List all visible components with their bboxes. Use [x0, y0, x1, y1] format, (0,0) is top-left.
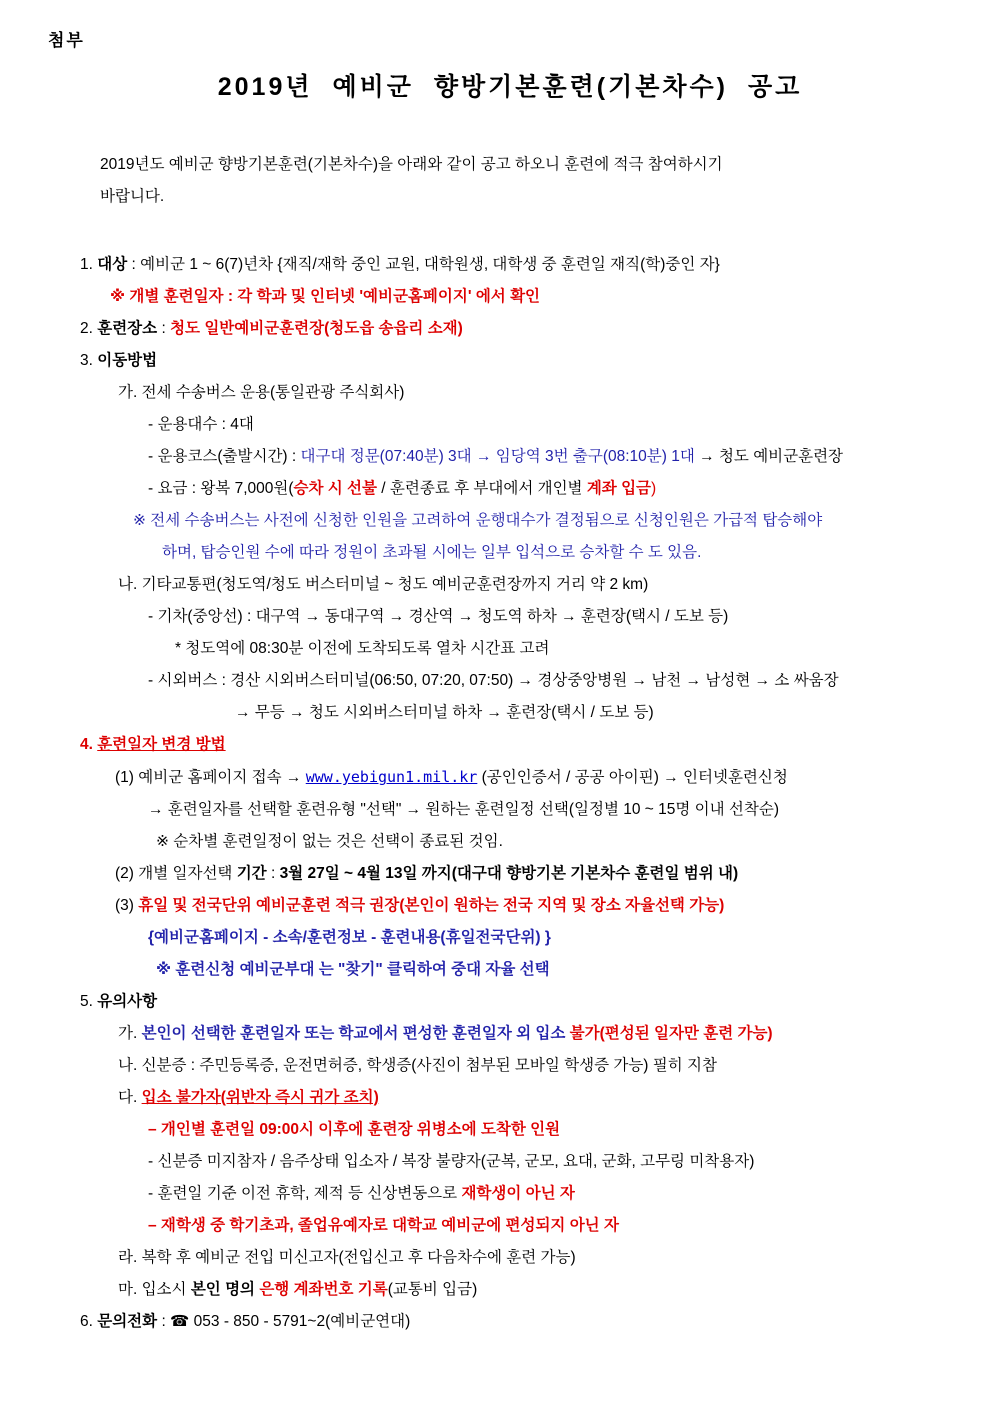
doc-line: [133, 505, 972, 537]
doc-line: [115, 890, 972, 922]
text-segment: 다.: [118, 1089, 142, 1106]
text-segment: :: [266, 865, 280, 882]
text-segment: → 무등 → 청도 시외버스터미널 하차 → 훈련장(택시 / 도보 등): [235, 704, 654, 721]
text-segment: 나. 신분증 : 주민등록증, 운전면허증, 학생증(사진이 첨부된 모바일 학생증 가능) 필히 지참: [118, 1057, 717, 1074]
doc-line: [148, 1146, 972, 1178]
text-segment: 5.: [80, 993, 98, 1010]
text-segment: (교통비 입금): [387, 1281, 478, 1298]
text-segment: 이동방법: [97, 352, 158, 369]
text-segment: (1) 예비군 홈페이지 접속 →: [115, 769, 306, 786]
text-segment: 문의전화: [97, 1313, 158, 1330]
text-segment: 불가(편성된 일자만 훈련 가능): [569, 1025, 773, 1042]
page-title: 2019년 예비군 향방기본훈련(기본차수) 공고: [217, 73, 803, 101]
doc-line: [148, 409, 972, 441]
doc-line: [148, 601, 972, 633]
text-segment: 대구대 정문(07:40분) 3대 → 임당역 3번 출구(08:10분) 1대: [300, 448, 695, 465]
doc-line: [118, 1274, 972, 1306]
text-segment: 승차 시 선불: [293, 480, 377, 497]
text-segment: 라. 복학 후 예비군 전입 미신고자(전입신고 후 다음차수에 훈련 가능): [118, 1249, 576, 1266]
doc-line: [148, 473, 972, 505]
doc-line: [148, 665, 972, 697]
doc-line: [115, 858, 972, 890]
text-segment: {예비군홈페이지 - 소속/훈련정보 - 훈련내용(휴일전국단위) }: [148, 929, 551, 946]
yebigun-homepage-link[interactable]: www.yebigun1.mil.kr: [305, 768, 478, 786]
doc-line: [118, 377, 972, 409]
text-segment: 3.: [80, 352, 98, 369]
text-segment: 훈련장소: [97, 320, 158, 337]
doc-line: [162, 537, 972, 569]
doc-line: [148, 1178, 972, 1210]
text-segment: 3월 27일 ~ 4월 13일 까지(대구대 향방기본 기본차수 훈련일 범위 내): [279, 865, 739, 882]
text-segment: 청도 일반예비군훈련장(청도읍 송읍리 소재): [170, 320, 463, 337]
doc-line: [80, 249, 972, 281]
text-segment: - 시외버스 : 경산 시외버스터미널(06:50, 07:20, 07:50) → 경상중앙병원 → 남천 → 남성현 → 소 싸움장: [148, 672, 839, 689]
text-segment: 재학생이 아닌 자: [461, 1185, 575, 1202]
doc-line: [118, 569, 972, 601]
doc-line: [118, 1018, 972, 1050]
doc-line: [110, 281, 972, 313]
text-segment: 훈련일자 변경 방법: [97, 736, 226, 753]
doc-line: [148, 441, 972, 473]
text-segment: ※ 순차별 훈련일정이 없는 것은 선택이 종료된 것임.: [156, 833, 503, 850]
doc-line: [118, 1050, 972, 1082]
text-segment: - 운용코스(출발시간) :: [148, 448, 301, 465]
text-segment: - 요금 : 왕복 7,000원(: [148, 480, 294, 497]
text-segment: → 훈련일자를 선택할 훈련유형 "선택" → 원하는 훈련일정 선택(일정별 10 ~ 15명 이내 선착순): [148, 801, 779, 818]
text-segment: 하며, 탑승인원 수에 따라 정원이 초과될 시에는 일부 입석으로 승차할 수 도 있음.: [162, 544, 702, 561]
text-segment: - 운용대수 : 4대: [148, 416, 254, 433]
text-segment: (2) 개별 일자선택: [115, 865, 237, 882]
doc-line: [148, 1210, 972, 1242]
doc-line: [80, 313, 972, 345]
doc-line: [156, 954, 972, 986]
doc-line: [115, 761, 972, 794]
doc-line: [80, 986, 972, 1018]
doc-line: [80, 729, 972, 761]
attachment-label: 첨부: [48, 31, 85, 50]
document-body: [48, 249, 972, 1338]
doc-line: [175, 633, 972, 665]
text-segment: 본인 명의: [190, 1281, 256, 1298]
text-segment: – 재학생 중 학기초과, 졸업유예자로 대학교 예비군에 편성되지 아닌 자: [148, 1217, 619, 1234]
doc-line: [80, 1306, 972, 1338]
text-segment: (3): [115, 897, 139, 914]
text-segment: 마. 입소시: [118, 1281, 191, 1298]
text-segment: 휴일 및 전국단위 예비군훈련 적극 권장(본인이 원하는 전국 지역 및 장소 자율선택 가능): [138, 897, 725, 914]
doc-line: [235, 697, 972, 729]
text-segment: ): [651, 480, 657, 497]
text-segment: 가.: [118, 1025, 142, 1042]
doc-line: [156, 826, 972, 858]
text-segment: 4.: [80, 736, 98, 753]
text-segment: - 신분증 미지참자 / 음주상태 입소자 / 복장 불량자(군복, 군모, 요대, 군화, 고무링 미착용자): [148, 1153, 755, 1170]
text-segment: :: [157, 320, 171, 337]
text-segment: 기간: [236, 865, 267, 882]
text-segment: (공인인증서 / 공공 아이핀) → 인터넷훈련신청: [477, 769, 788, 786]
text-segment: * 청도역에 08:30분 이전에 도착되도록 열차 시간표 고려: [175, 640, 550, 657]
text-segment: / 훈련종료 후 부대에서 개인별: [377, 480, 587, 497]
text-segment: : 예비군 1 ~ 6(7)년차 {재직/재학 중인 교원, 대학원생, 대학생 중 훈련일 재직(학)중인 자}: [127, 256, 720, 273]
text-segment: 6.: [80, 1313, 98, 1330]
intro-line: 2019년도 예비군 향방기본훈련(기본차수)을 아래와 같이 공고 하오니 훈련에 적극 참여하시기: [100, 156, 723, 173]
doc-line: [118, 1082, 972, 1114]
intro-line: 바랍니다.: [100, 188, 165, 205]
text-segment: 계좌 입금: [586, 480, 652, 497]
text-segment: 2.: [80, 320, 98, 337]
text-segment: 본인이 선택한 훈련일자 또는 학교에서 편성한 훈련일자 외 입소: [141, 1025, 570, 1042]
text-segment: 입소 불가자(위반자 즉시 귀가 조치): [141, 1089, 379, 1106]
text-segment: 가. 전세 수송버스 운용(통일관광 주식회사): [118, 384, 405, 401]
doc-line: [148, 1114, 972, 1146]
doc-line: [148, 794, 972, 826]
text-segment: 나. 기타교통편(청도역/청도 버스터미널 ~ 청도 예비군훈련장까지 거리 약 2 km): [118, 576, 649, 593]
text-segment: : ☎ 053 - 850 - 5791~2(예비군연대): [157, 1313, 411, 1330]
doc-line: [148, 922, 972, 954]
text-segment: 은행 계좌번호 기록: [259, 1281, 388, 1298]
text-segment: ※ 훈련신청 예비군부대 는 "찾기" 클릭하여 중대 자율 선택: [156, 961, 550, 978]
text-segment: 1.: [80, 256, 98, 273]
text-segment: – 개인별 훈련일 09:00시 이후에 훈련장 위병소에 도착한 인원: [148, 1121, 561, 1138]
text-segment: ※ 개별 훈련일자 : 각 학과 및 인터넷 '예비군홈페이지' 에서 확인: [110, 288, 541, 305]
text-segment: 대상: [97, 256, 128, 273]
text-segment: 유의사항: [97, 993, 158, 1010]
intro-paragraph: [100, 149, 932, 213]
doc-line: [118, 1242, 972, 1274]
text-segment: - 기차(중앙선) : 대구역 → 동대구역 → 경산역 → 청도역 하차 → 훈련장(택시 / 도보 등): [148, 608, 729, 625]
text-segment: - 훈련일 기준 이전 휴학, 제적 등 신상변동으로: [148, 1185, 462, 1202]
text-segment: → 청도 예비군훈련장: [694, 448, 844, 465]
doc-line: [80, 345, 972, 377]
text-segment: ※ 전세 수송버스는 사전에 신청한 인원을 고려하여 운행대수가 결정됨으로 신청인원은 가급적 탑승해야: [133, 512, 823, 529]
